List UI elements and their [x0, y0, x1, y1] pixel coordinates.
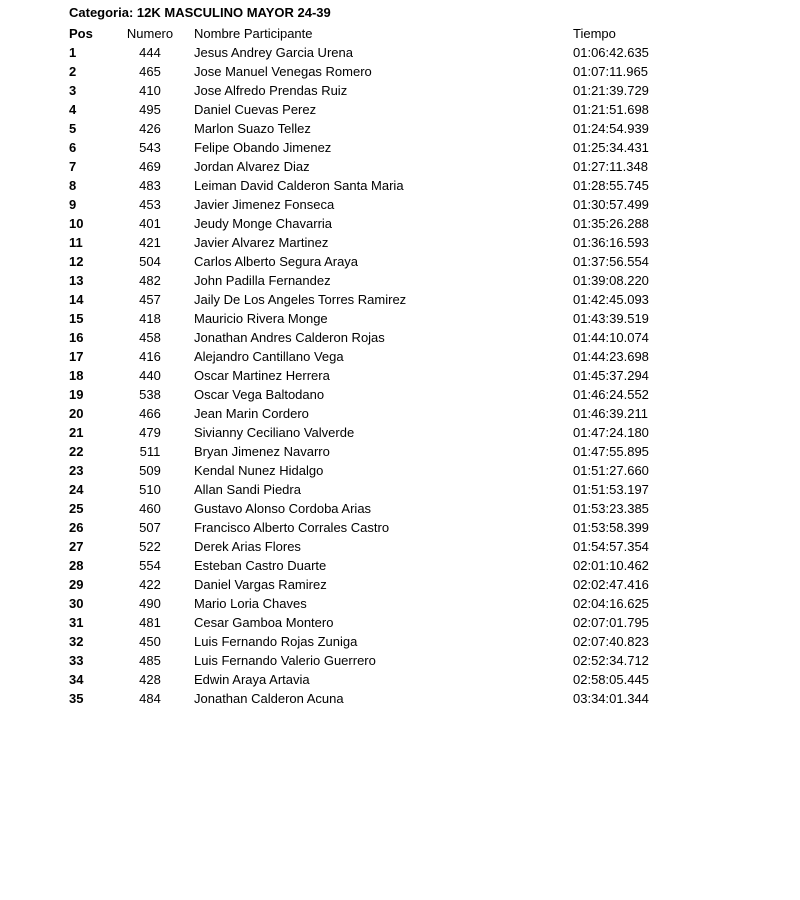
table-row: [0, 385, 800, 404]
row-numero: 460: [139, 501, 161, 516]
header-tiempo: Tiempo: [573, 26, 616, 41]
table-row: [0, 100, 800, 119]
row-nombre: Jeudy Monge Chavarria: [194, 216, 333, 231]
table-row: [0, 81, 800, 100]
row-pos: 30: [69, 596, 84, 611]
row-pos: 32: [69, 634, 84, 649]
table-row: [0, 252, 800, 271]
row-nombre: Oscar Martinez Herrera: [194, 368, 330, 383]
row-tiempo: 01:47:55.895: [573, 444, 649, 459]
row-tiempo: 02:01:10.462: [573, 558, 649, 573]
row-numero: 495: [139, 102, 161, 117]
table-row: [0, 233, 800, 252]
table-row: [0, 556, 800, 575]
row-numero: 490: [139, 596, 161, 611]
row-tiempo: 02:02:47.416: [573, 577, 649, 592]
row-numero: 554: [139, 558, 161, 573]
row-pos: 1: [69, 45, 77, 60]
row-nombre: Jose Alfredo Prendas Ruiz: [194, 83, 348, 98]
row-tiempo: 03:34:01.344: [573, 691, 649, 706]
table-row: [0, 423, 800, 442]
row-tiempo: 01:06:42.635: [573, 45, 649, 60]
row-numero: 485: [139, 653, 161, 668]
row-pos: 14: [69, 292, 84, 307]
table-row: [0, 594, 800, 613]
row-numero: 421: [139, 235, 161, 250]
row-nombre: Jonathan Andres Calderon Rojas: [194, 330, 385, 345]
row-pos: 16: [69, 330, 84, 345]
row-pos: 9: [69, 197, 77, 212]
row-pos: 19: [69, 387, 84, 402]
row-tiempo: 02:07:01.795: [573, 615, 649, 630]
row-pos: 29: [69, 577, 84, 592]
row-pos: 4: [69, 102, 77, 117]
row-pos: 26: [69, 520, 84, 535]
row-pos: 17: [69, 349, 84, 364]
row-nombre: Jean Marin Cordero: [194, 406, 309, 421]
row-pos: 21: [69, 425, 84, 440]
header-pos: Pos: [69, 26, 93, 41]
row-numero: 543: [139, 140, 161, 155]
row-tiempo: 01:36:16.593: [573, 235, 649, 250]
table-row: [0, 347, 800, 366]
table-row: [0, 575, 800, 594]
row-nombre: Javier Jimenez Fonseca: [194, 197, 335, 212]
table-row: [0, 195, 800, 214]
table-row: [0, 518, 800, 537]
row-nombre: Daniel Cuevas Perez: [194, 102, 317, 117]
row-pos: 3: [69, 83, 77, 98]
row-tiempo: 01:44:23.698: [573, 349, 649, 364]
row-nombre: Javier Alvarez Martinez: [194, 235, 329, 250]
table-row: [0, 480, 800, 499]
table-row: [0, 670, 800, 689]
row-pos: 10: [69, 216, 84, 231]
row-pos: 22: [69, 444, 84, 459]
table-row: [0, 442, 800, 461]
row-pos: 2: [69, 64, 77, 79]
row-pos: 11: [69, 235, 83, 250]
row-tiempo: 01:44:10.074: [573, 330, 649, 345]
row-nombre: Alejandro Cantillano Vega: [194, 349, 344, 364]
table-row: [0, 119, 800, 138]
row-pos: 28: [69, 558, 84, 573]
row-nombre: Cesar Gamboa Montero: [194, 615, 334, 630]
table-row: [0, 176, 800, 195]
table-header: [0, 24, 800, 43]
row-nombre: Jesus Andrey Garcia Urena: [194, 45, 353, 60]
row-pos: 33: [69, 653, 84, 668]
row-pos: 18: [69, 368, 84, 383]
row-numero: 479: [139, 425, 161, 440]
row-pos: 13: [69, 273, 84, 288]
row-tiempo: 01:47:24.180: [573, 425, 649, 440]
table-row: [0, 271, 800, 290]
row-numero: 510: [139, 482, 161, 497]
row-numero: 418: [139, 311, 161, 326]
row-nombre: Jonathan Calderon Acuna: [194, 691, 344, 706]
row-nombre: Luis Fernando Valerio Guerrero: [194, 653, 376, 668]
row-numero: 522: [139, 539, 161, 554]
row-nombre: Jose Manuel Venegas Romero: [194, 64, 372, 79]
row-numero: 457: [139, 292, 161, 307]
row-nombre: Francisco Alberto Corrales Castro: [194, 520, 390, 535]
row-numero: 504: [139, 254, 161, 269]
row-nombre: Sivianny Ceciliano Valverde: [194, 425, 355, 440]
row-nombre: Jordan Alvarez Diaz: [194, 159, 310, 174]
row-nombre: Leiman David Calderon Santa Maria: [194, 178, 404, 193]
row-tiempo: 01:07:11.965: [573, 64, 648, 79]
row-nombre: John Padilla Fernandez: [194, 273, 331, 288]
row-tiempo: 01:21:51.698: [573, 102, 649, 117]
table-row: [0, 138, 800, 157]
row-tiempo: 01:21:39.729: [573, 83, 649, 98]
row-numero: 466: [139, 406, 161, 421]
row-tiempo: 01:51:27.660: [573, 463, 649, 478]
row-numero: 422: [139, 577, 161, 592]
row-numero: 428: [139, 672, 161, 687]
table-row: [0, 632, 800, 651]
row-tiempo: 01:53:23.385: [573, 501, 649, 516]
row-numero: 410: [139, 83, 161, 98]
row-pos: 12: [69, 254, 84, 269]
row-tiempo: 01:35:26.288: [573, 216, 649, 231]
row-nombre: Allan Sandi Piedra: [194, 482, 301, 497]
row-pos: 15: [69, 311, 84, 326]
row-tiempo: 01:24:54.939: [573, 121, 649, 136]
row-nombre: Esteban Castro Duarte: [194, 558, 327, 573]
row-tiempo: 02:52:34.712: [573, 653, 649, 668]
row-nombre: Jaily De Los Angeles Torres Ramirez: [194, 292, 407, 307]
row-numero: 507: [139, 520, 161, 535]
table-row: [0, 613, 800, 632]
table-row: [0, 461, 800, 480]
row-numero: 440: [139, 368, 161, 383]
row-numero: 538: [139, 387, 161, 402]
row-numero: 444: [139, 45, 161, 60]
row-numero: 450: [139, 634, 161, 649]
row-nombre: Edwin Araya Artavia: [194, 672, 310, 687]
row-nombre: Daniel Vargas Ramirez: [194, 577, 327, 592]
row-pos: 7: [69, 159, 77, 174]
table-row: [0, 62, 800, 81]
row-tiempo: 01:30:57.499: [573, 197, 649, 212]
row-numero: 482: [139, 273, 161, 288]
row-tiempo: 01:54:57.354: [573, 539, 649, 554]
row-nombre: Gustavo Alonso Cordoba Arias: [194, 501, 372, 516]
row-numero: 481: [139, 615, 161, 630]
row-nombre: Kendal Nunez Hidalgo: [194, 463, 324, 478]
row-tiempo: 01:27:11.348: [573, 159, 648, 174]
row-pos: 24: [69, 482, 84, 497]
table-row: [0, 499, 800, 518]
row-tiempo: 01:28:55.745: [573, 178, 649, 193]
row-nombre: Derek Arias Flores: [194, 539, 301, 554]
table-row: [0, 290, 800, 309]
row-pos: 35: [69, 691, 84, 706]
row-numero: 465: [139, 64, 161, 79]
table-row: [0, 404, 800, 423]
table-row: [0, 43, 800, 62]
row-tiempo: 01:53:58.399: [573, 520, 649, 535]
category-title: Categoria: 12K MASCULINO MAYOR 24-39: [69, 5, 331, 20]
row-nombre: Mauricio Rivera Monge: [194, 311, 328, 326]
row-tiempo: 01:42:45.093: [573, 292, 649, 307]
row-pos: 6: [69, 140, 77, 155]
row-tiempo: 01:43:39.519: [573, 311, 649, 326]
table-row: [0, 689, 800, 708]
row-tiempo: 01:37:56.554: [573, 254, 649, 269]
table-row: [0, 366, 800, 385]
table-row: [0, 537, 800, 556]
row-numero: 416: [139, 349, 161, 364]
row-tiempo: 02:07:40.823: [573, 634, 649, 649]
row-numero: 509: [139, 463, 161, 478]
row-numero: 458: [139, 330, 161, 345]
table-row: [0, 328, 800, 347]
row-nombre: Oscar Vega Baltodano: [194, 387, 325, 402]
row-nombre: Bryan Jimenez Navarro: [194, 444, 330, 459]
row-pos: 27: [69, 539, 84, 554]
row-tiempo: 02:04:16.625: [573, 596, 649, 611]
row-nombre: Mario Loria Chaves: [194, 596, 307, 611]
row-nombre: Carlos Alberto Segura Araya: [194, 254, 359, 269]
row-numero: 484: [139, 691, 161, 706]
row-pos: 34: [69, 672, 84, 687]
row-numero: 483: [139, 178, 161, 193]
row-numero: 469: [139, 159, 161, 174]
row-pos: 23: [69, 463, 84, 478]
row-pos: 25: [69, 501, 84, 516]
row-tiempo: 01:46:24.552: [573, 387, 649, 402]
table-row: [0, 651, 800, 670]
row-tiempo: 01:45:37.294: [573, 368, 649, 383]
row-tiempo: 01:46:39.211: [573, 406, 648, 421]
row-nombre: Marlon Suazo Tellez: [194, 121, 311, 136]
header-nombre: Nombre Participante: [194, 26, 313, 41]
row-numero: 426: [139, 121, 161, 136]
row-numero: 453: [139, 197, 161, 212]
row-tiempo: 02:58:05.445: [573, 672, 649, 687]
row-numero: 401: [139, 216, 161, 231]
table-row: [0, 214, 800, 233]
row-pos: 20: [69, 406, 84, 421]
row-pos: 31: [69, 615, 84, 630]
row-nombre: Felipe Obando Jimenez: [194, 140, 332, 155]
table-row: [0, 309, 800, 328]
table-row: [0, 157, 800, 176]
row-tiempo: 01:25:34.431: [573, 140, 649, 155]
row-tiempo: 01:39:08.220: [573, 273, 649, 288]
row-tiempo: 01:51:53.197: [573, 482, 649, 497]
header-numero: Numero: [126, 26, 174, 41]
row-nombre: Luis Fernando Rojas Zuniga: [194, 634, 358, 649]
row-pos: 5: [69, 121, 77, 136]
row-numero: 511: [139, 444, 161, 459]
row-pos: 8: [69, 178, 77, 193]
